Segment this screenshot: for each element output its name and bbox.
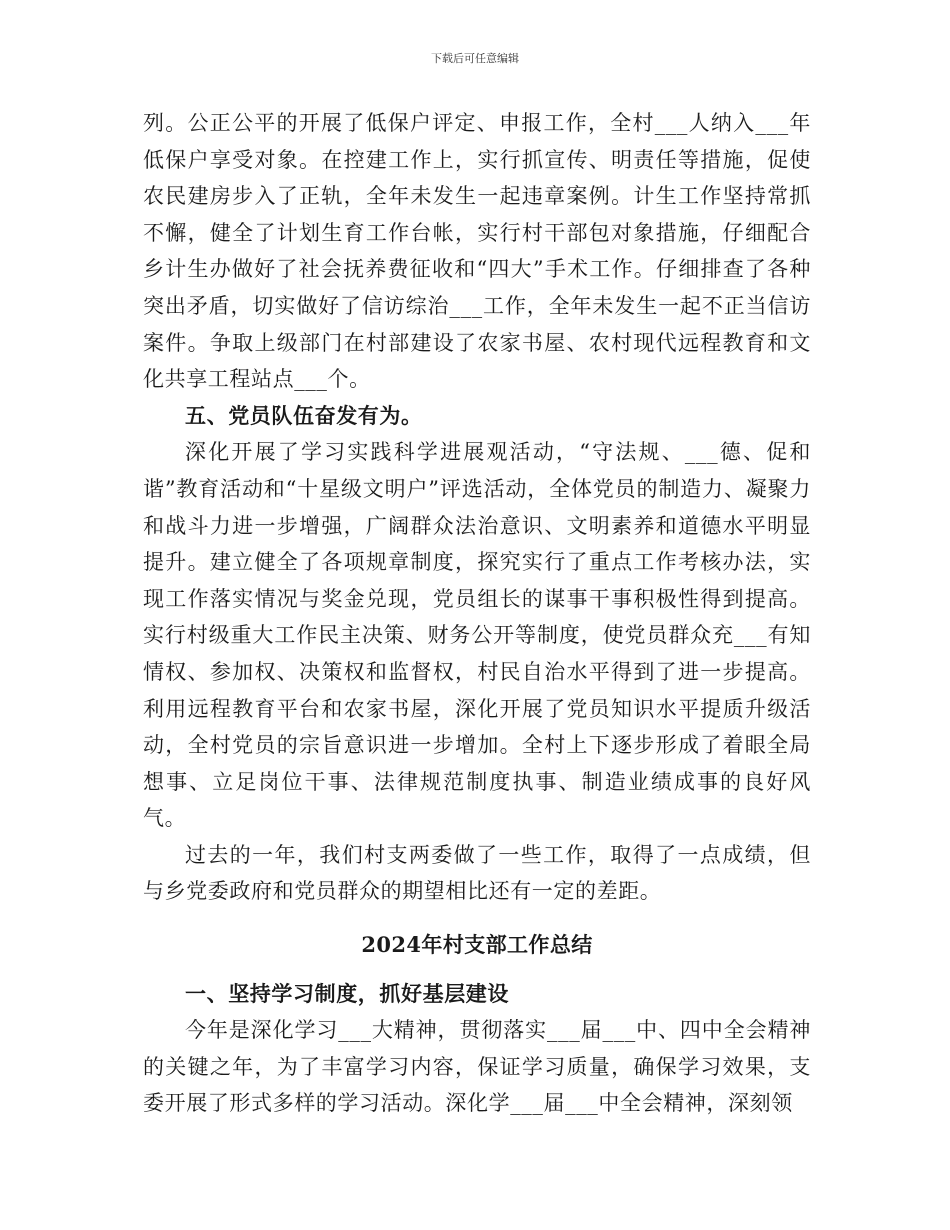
section-heading-study-system: 一、坚持学习制度，抓好基层建设	[185, 980, 509, 1006]
section-heading-party-members: 五、党员队伍奋发有为。	[185, 402, 423, 428]
document-body	[143, 105, 811, 1122]
paragraph-low-income-work: 列。公正公平的开展了低保户评定、申报工作，全村___人纳入___年低保户享受对象。在控建工作上，实行抓宣传、明责任等措施，促使农民建房步入了正轨，全年未发生一起违章案例。计生工作坚持常抓不懈，健全了计划生育工作台帐，实行村干部包对象措施，仔细配合乡计生办做好了社会抚养费征收和“四大”手术工作。仔细排查了各种突出矛盾，切实做好了信访综治___工作，全年未发生一起不正当信访案件。争取上级部门在村部建设了农家书屋、农村现代远程教育和文化共享工程站点___个。	[143, 111, 811, 392]
document-title: 2024年村支部工作总结	[361, 932, 593, 958]
page-header: 下载后可任意编辑	[431, 52, 519, 65]
paragraph-study-activities: 今年是深化学习___大精神，贯彻落实___届___中、四中全会精神的关键之年，为了丰富学习内容，保证学习质量，确保学习效果，支委开展了形式多样的学习活动。深化学___届___中全会精神，深刻领	[143, 1018, 811, 1116]
paragraph-party-activities: 深化开展了学习实践科学进展观活动，“守法规、___德、促和谐”教育活动和“十星级文明户”评选活动，全体党员的制造力、凝聚力和战斗力进一步增强，广阔群众法治意识、文明素养和道德水平明显提升。建立健全了各项规章制度，探究实行了重点工作考核办法，实现工作落实情况与奖金兑现，党员组长的谋事干事积极性得到提高。实行村级重大工作民主决策、财务公开等制度，使党员群众充___有知情权、参加权、决策权和监督权，村民自治水平得到了进一步提高。利用远程教育平台和农家书屋，深化开展了党员知识水平提质升级活动，全村党员的宗旨意识进一步增加。全村上下逐步形成了着眼全局想事、立足岗位干事、法律规范制度执事、制造业绩成事的良好风气。	[143, 440, 811, 831]
paragraph-summary-gap: 过去的一年，我们村支两委做了一些工作，取得了一点成绩，但与乡党委政府和党员群众的期望相比还有一定的差距。	[143, 842, 811, 904]
